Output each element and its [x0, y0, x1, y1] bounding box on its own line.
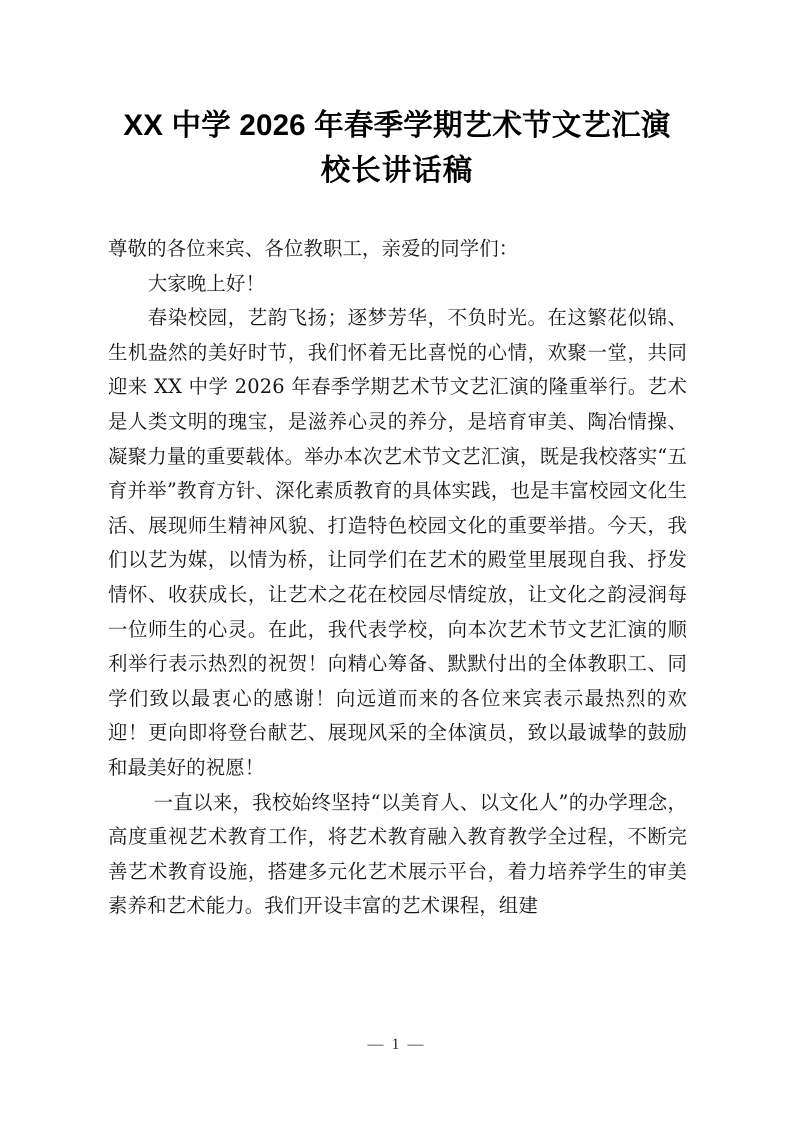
paragraph-opening: 春染校园，艺韵飞扬；逐梦芳华，不负时光。在这繁花似锦、生机盎然的美好时节，我们怀着无比喜悦的心情，欢聚一堂，共同迎来 XX 中学 2026 年春季学期艺术节文艺汇演的隆重举行。艺术是人类文明的瑰宝，是滋养心灵的养分，是培育审美、陶冶情操、凝聚力量的重要载体。举办本次艺术节文艺汇演，既是我校落实“五育并举”教育方针、深化素质教育的具体实践，也是丰富校园文化生活、展现师生精神风貌、打造特色校园文化的重要举措。今天，我们以艺为媒，以情为桥，让同学们在艺术的殿堂里展现自我、抒发情怀、收获成长，让艺术之花在校园尽情绽放，让文化之韵浸润每一位师生的心灵。在此，我代表学校，向本次艺术节文艺汇演的顺利举行表示热烈的祝贺！向精心筹备、默默付出的全体教职工、同学们致以最衷心的感谢！向远道而来的各位来宾表示最热烈的欢迎！更向即将登台献艺、展现风采的全体演员，致以最诚挚的鼓励和最美好的祝愿！ [108, 306, 687, 779]
page-number-footer: — 1 — [367, 1036, 426, 1053]
paragraph-salutation: 尊敬的各位来宾、各位教职工，亲爱的同学们： [108, 237, 519, 260]
page-title [108, 103, 686, 193]
document-body [108, 232, 687, 924]
paragraph-section-one: 一直以来，我校始终坚持“以美育人、以文化人”的办学理念，高度重视艺术教育工作，将艺术教育融入教育教学全过程，不断完善艺术教育设施，搭建多元化艺术展示平台，着力培养学生的审美素养和艺术能力。我们开设丰富的艺术课程，组建 [108, 790, 687, 918]
paragraph-greeting: 大家晚上好！ [147, 271, 266, 295]
title-line-2: 校长讲话稿 [320, 154, 474, 187]
title-line-1: XX 中学 2026 年春季学期艺术节文艺汇演 [123, 109, 671, 142]
